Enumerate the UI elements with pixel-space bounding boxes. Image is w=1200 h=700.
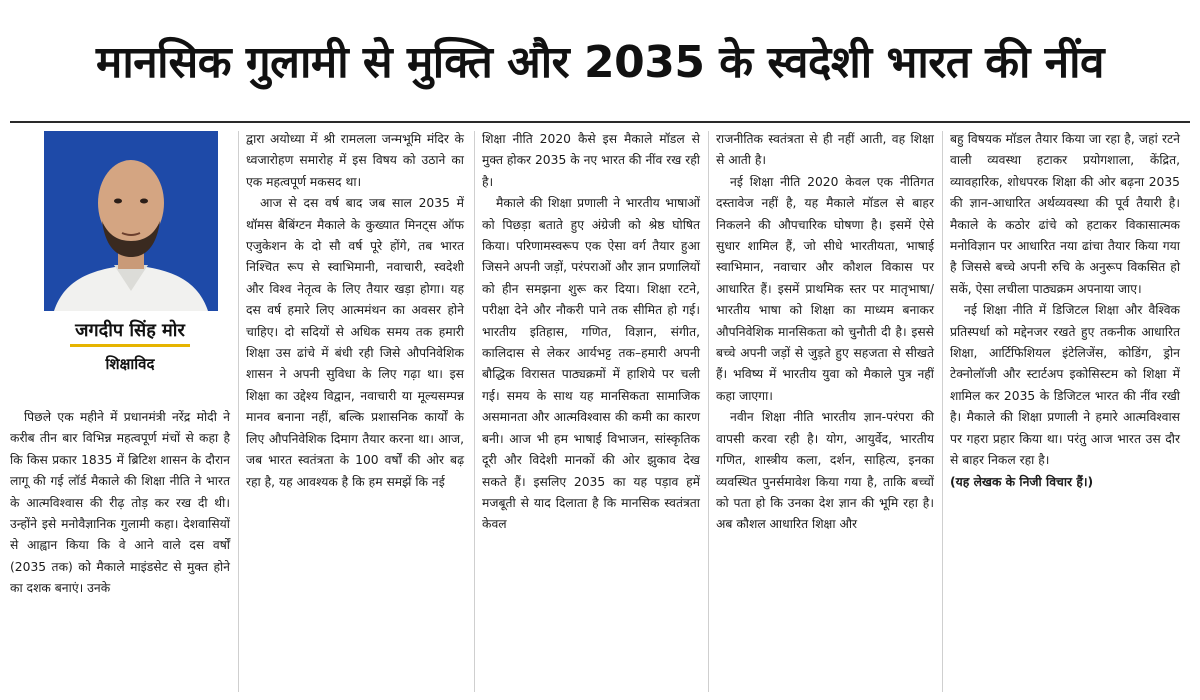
paragraph: बहु विषयक मॉडल तैयार किया जा रहा है, जहां रटने वाली व्यवस्था हटाकर प्रयोगशाला, केंद्रित, व्यावहारिक, शोधपरक शिक्षा की ओर बढ़ना 2035 की ज्ञान-आधारित अर्थव्यवस्था की पूर्व तैयारी है। मैकाले के कठोर ढांचे को हटाकर विकासात्मक मनोविज्ञान पर आधारित नया ढांचा तैयार किया गया है जिससे बच्चे अपनी रुचि के अनुरूप विकसित हो सकें, ऐसा लचीला पाठ्यक्रम अपनाया जाए। (950, 132, 1180, 296)
paragraph: द्वारा अयोध्या में श्री रामलला जन्मभूमि मंदिर के ध्वजारोहण समारोह में इस विषय को उठाने का एक महत्वपूर्ण मकसद था। (246, 132, 464, 189)
column-divider (942, 131, 943, 692)
paragraph: पिछले एक महीने में प्रधानमंत्री नरेंद्र मोदी ने करीब तीन बार विभिन्न महत्वपूर्ण मंचों से कहा है कि किस प्रकार 1835 में ब्रिटिश शासन के दौरान लागू की गई लॉर्ड मैकाले की शिक्षा नीति ने भारत के आत्मविश्वास की रीढ़ तोड़ कर रख दी थी। उन्होंने इसे मनोवैज्ञानिक गुलामी कहा। देशवासियों से आह्वान किया कि वे आने वाले दस वर्षों (2035 तक) को मैकाले माइंडसेट से मुक्त होने का दशक बनाएं। उनके (10, 410, 230, 596)
paragraph: नवीन शिक्षा नीति भारतीय ज्ञान-परंपरा की वापसी करवा रही है। योग, आयुर्वेद, भारतीय गणित, शास्त्रीय कला, दर्शन, साहित्य, इनका व्यवस्थित पुनर्समावेश किया गया है, ताकि बच्चों को पता हो कि उनका देश ज्ञान की भूमि रहा है। अब कौशल आधारित शिक्षा और (716, 410, 934, 532)
paragraph: मैकाले की शिक्षा प्रणाली ने भारतीय भाषाओं को पिछड़ा बताते हुए अंग्रेजी को श्रेष्ठ घोषित किया। परिणामस्वरूप एक ऐसा वर्ग तैयार हुआ जिसने अपनी जड़ों, परंपराओं और ज्ञान प्रणालियों को हीन समझना शुरू कर दिया। शिक्षा रटने, परीक्षा देने और नौकरी पाने तक सीमित हो गई। भारतीय इतिहास, गणित, विज्ञान, संगीत, कालिदास से लेकर आर्यभट्ट तक–हमारी अपनी बौद्धिक विरासत पाठ्यक्रमों में हाशिये पर चली गई। समय के साथ यह मानसिकता सामाजिक असमानता और आत्मविश्वास की कमी का कारण बनी। आज भी हम भाषाई विभाजन, सांस्कृतिक दूरी और विदेशी मानकों की ओर झुकाव देख सकते हैं। इसलिए 2035 का यह पड़ाव हमें मजबूती से याद दिलाता है कि मानसिक स्वतंत्रता केवल (482, 196, 700, 532)
byline-underline (70, 344, 190, 347)
article-column-4 (716, 129, 934, 536)
author-photo (44, 131, 218, 311)
article-column-5 (950, 129, 1180, 493)
paragraph: नई शिक्षा नीति 2020 केवल एक नीतिगत दस्तावेज नहीं है, यह मैकाले मॉडल से बाहर निकलने की औपचारिक घोषणा है। इसमें ऐसे सुधार शामिल हैं, जो सीधे भारतीयता, भाषाई स्वाभिमान, नवाचार और कौशल विकास पर आधारित हैं। इसमें प्राथमिक स्तर पर मातृभाषा/भारतीय भाषा को शिक्षा का माध्यम बनाकर औपनिवेशिक मानसिकता को चुनौती दी है। इससे बच्चे अपनी जड़ों से जुड़ते हुए सहजता से सीखते हैं। भविष्य में भारतीय युवा को मैकाले पुत्र नहीं कहा जाएगा। (716, 174, 934, 403)
paragraph: नई शिक्षा नीति में डिजिटल शिक्षा और वैश्विक प्रतिस्पर्धा को मद्देनजर रखते हुए तकनीक आधारित शिक्षा, आर्टिफिशियल इंटेलिजेंस, कोडिंग, ड्रोन टेक्नोलॉजी और स्टार्टअप इकोसिस्टम को शिक्षा में शामिल कर 2035 के डिजिटल भारत की नींव रखी है। मैकाले की शिक्षा प्रणाली ने हमारे आत्मविश्वास पर गहरा प्रहार किया था। परंतु आज भारत उस दौर से बाहर निकल रहा है। (950, 303, 1180, 468)
paragraph: राजनीतिक स्वतंत्रता से ही नहीं आती, वह शिक्षा से आती है। (716, 132, 934, 168)
column-divider (238, 131, 239, 692)
column-divider (708, 131, 709, 692)
headline-rule (10, 121, 1190, 123)
article-column-3 (482, 129, 700, 536)
author-role: शिक्षाविद (105, 355, 155, 373)
author-name: जगदीप सिंह मोर (75, 320, 185, 341)
paragraph: शिक्षा नीति 2020 कैसे इस मैकाले मॉडल से मुक्त होकर 2035 के नए भारत की नींव रख रही है। (482, 132, 700, 189)
headline: मानसिक गुलामी से मुक्ति और 2035 के स्वदेशी भारत की नींव (96, 37, 1104, 88)
column-divider (474, 131, 475, 692)
author-disclaimer: (यह लेखक के निजी विचार हैं।) (950, 474, 1094, 489)
article-column-1 (10, 407, 230, 600)
paragraph: आज से दस वर्ष बाद जब साल 2035 में थॉमस बैबिंग्टन मैकाले के कुख्यात मिनट्स ऑफ एजुकेशन के दो सौ वर्ष पूरे होंगे, तब भारत निश्चित रूप से स्वाभिमानी, नवाचारी, स्वदेशी और विश्व नेतृत्व के लिए तैयार खड़ा होगा। यह दस वर्ष हमारे लिए आत्ममंथन का अवसर होने चाहिए। दो सदियों से अधिक समय तक हमारी शिक्षा उस ढांचे में बंधी रही जिसे औपनिवेशिक शासन ने अपनी सुविधा के लिए गढ़ा था। इस शिक्षा का उद्देश्य विद्वान, नवाचारी या मूल्यसम्पन्न मानव बनाना नहीं, बल्कि प्रशासनिक कार्यों के लिए औपनिवेशिक दिमाग तैयार करना था। आज, जब भारत स्वतंत्रता के 100 वर्षों की ओर बढ़ रहा है, यह आवश्यक है कि हम समझें कि नई (246, 196, 464, 489)
article-column-2 (246, 129, 464, 493)
